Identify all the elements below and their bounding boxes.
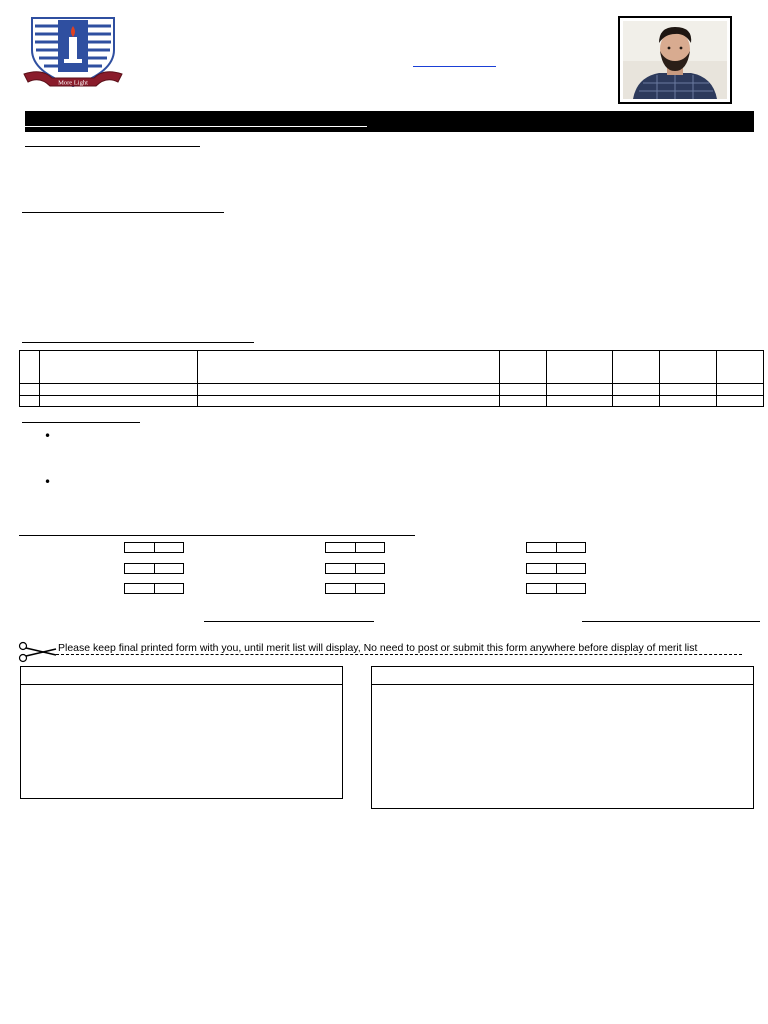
scissors-icon [18,641,58,663]
choice-box[interactable] [526,563,586,574]
table-cell [717,396,764,407]
cut-dashed-line [56,654,742,655]
academic-record-table [19,350,764,407]
table-row [20,384,764,396]
choice-box[interactable] [124,563,184,574]
table-cell [20,384,40,396]
table-cell [40,396,198,407]
link-underline[interactable] [413,66,496,67]
table-cell [500,384,547,396]
signature-line [582,621,760,622]
choice-box[interactable] [325,563,385,574]
table-cell [20,396,40,407]
table-cell [198,351,500,384]
section-rule-1 [25,146,200,147]
applicant-photo [623,21,727,99]
table-cell [40,384,198,396]
choice-box[interactable] [124,583,184,594]
choice-box[interactable] [325,583,385,594]
choice-box[interactable] [325,542,385,553]
table-cell [20,351,40,384]
table-cell [198,396,500,407]
table-cell [717,351,764,384]
table-header-row [20,351,764,384]
title-bar-underline [25,126,367,127]
table-cell [547,396,613,407]
table-cell [198,384,500,396]
table-row [20,396,764,407]
bullet-dot: • [44,429,52,443]
choice-box[interactable] [526,583,586,594]
table-cell [613,351,660,384]
table-cell [500,351,547,384]
table-cell [547,351,613,384]
table-cell [660,351,717,384]
choice-box[interactable] [526,542,586,553]
table-cell [547,384,613,396]
bullet-dot: • [44,475,52,489]
right-slip-box [371,666,754,809]
right-slip-header [372,667,753,685]
applicant-photo-frame [618,16,732,104]
section-rule-3 [22,342,254,343]
choice-box[interactable] [124,542,184,553]
cut-line-notice: Please keep final printed form with you, until merit list will display, No need to post or submit this form anywhere before display of merit list [58,642,698,654]
section-rule-5 [19,535,415,536]
college-logo [22,16,124,92]
table-cell [660,396,717,407]
signature-line [204,621,374,622]
table-cell [613,384,660,396]
left-slip-box [20,666,343,799]
title-bar [25,111,754,132]
left-slip-header [21,667,342,685]
table-cell [40,351,198,384]
section-rule-2 [22,212,224,213]
table-cell [660,384,717,396]
table-cell [613,396,660,407]
section-rule-4 [22,422,140,423]
table-cell [500,396,547,407]
table-cell [717,384,764,396]
logo-motto: More Light [58,79,88,87]
